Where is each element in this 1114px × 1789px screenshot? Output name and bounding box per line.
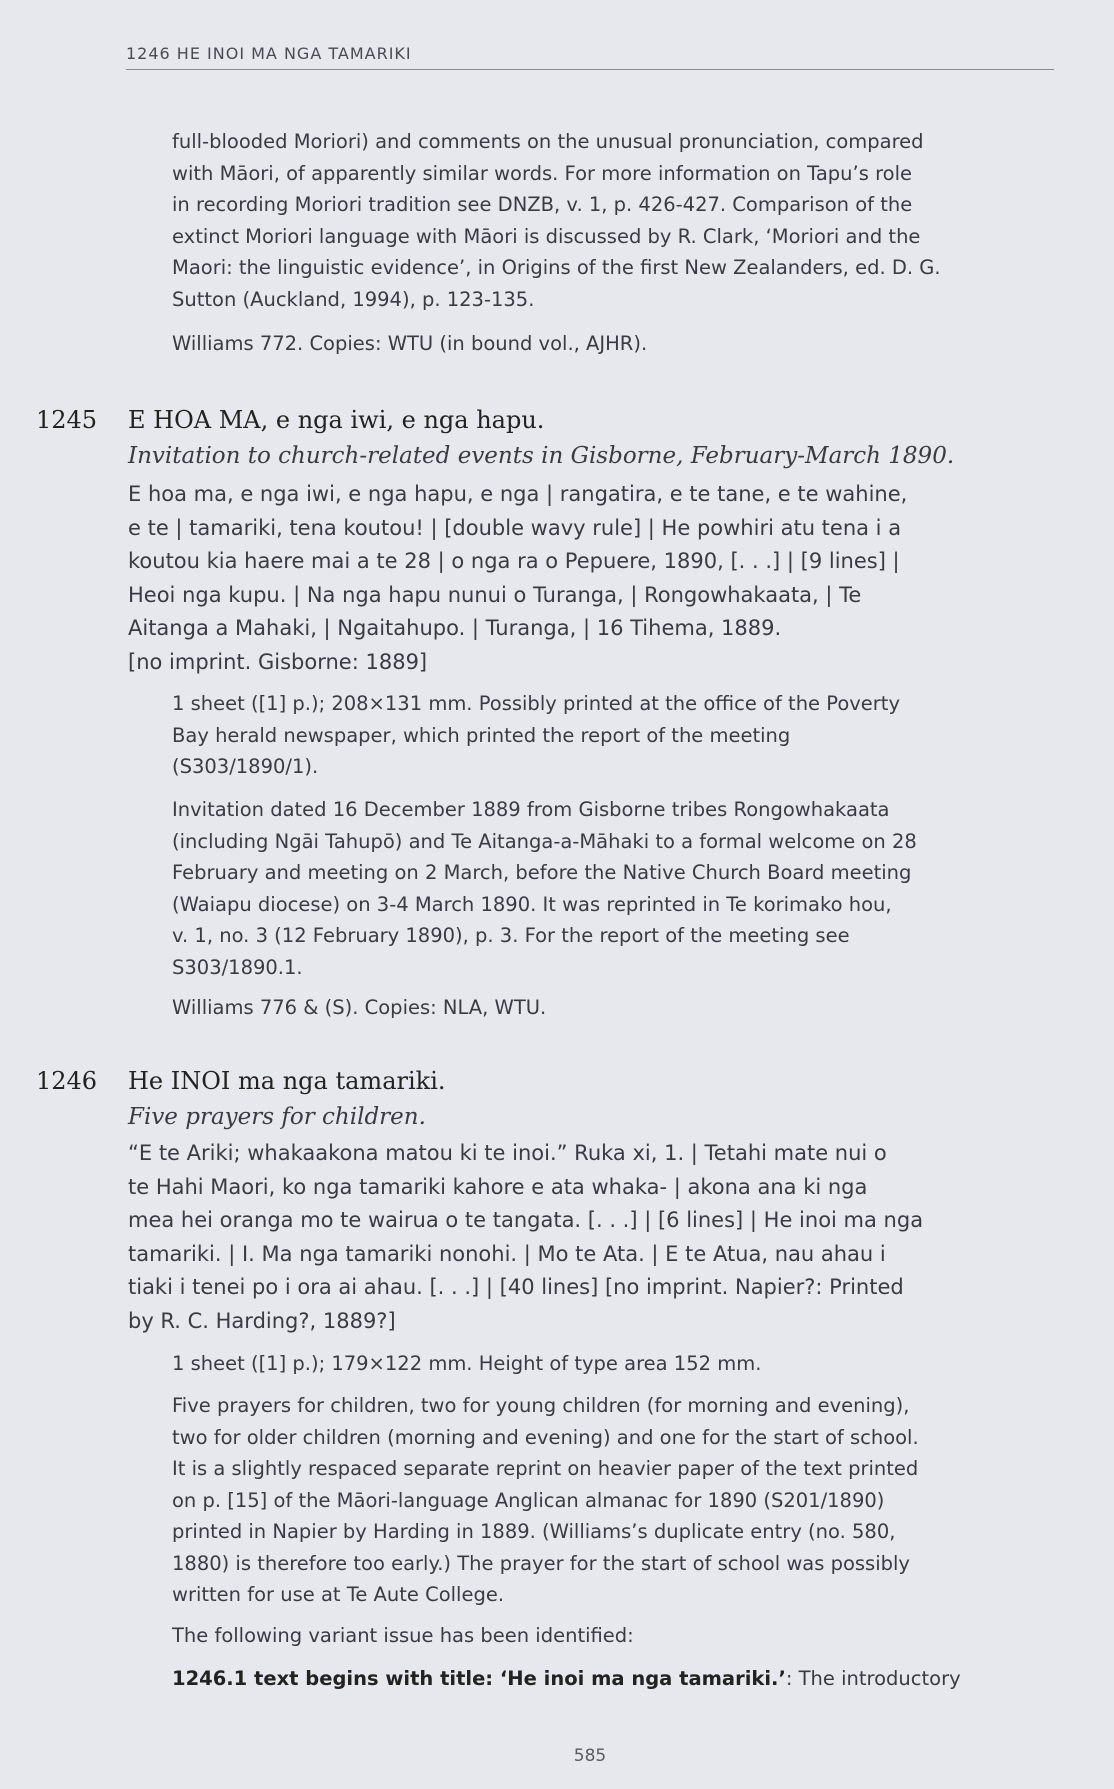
entry-subtitle: Invitation to church-related events in Gisborne, February-March 1890. (128, 443, 955, 469)
text-line: two for older children (morning and evening) and one for the start of school. (172, 1425, 919, 1449)
text-line: tamariki. | I. Ma nga tamariki nonohi. | Mo te Ata. | E te Atua, nau ahau i (128, 1241, 886, 1266)
text-line: 1 sheet ([1] p.); 208×131 mm. Possibly printed at the office of the Poverty (172, 692, 900, 715)
text-line: mea hei oranga mo te wairua o te tangata. [. . .] | [6 lines] | He inoi ma nga (128, 1208, 924, 1232)
entry-title: He INOI ma nga tamariki. (128, 1067, 446, 1095)
text-line: e te | tamariki, tena koutou! | [double wavy rule] | He powhiri atu tena i a (128, 515, 902, 540)
text-line: full-blooded Moriori) and comments on the unusual pronunciation, compared (172, 130, 924, 153)
variant-label: 1246.1 text begins with title: ‘He inoi ma nga tamariki.’ (172, 1667, 786, 1690)
entry-note (172, 794, 1054, 983)
text-line: extinct Moriori language with Māori is discussed by R. Clark, ‘Moriori and the (172, 224, 921, 248)
entry-note (172, 1390, 1054, 1611)
entry-transcription (128, 1137, 1028, 1338)
entry-transcription (128, 478, 1028, 679)
text-line: 1880) is therefore too early.) The prayer for the start of school was possibly (172, 1551, 910, 1575)
variant-intro: The following variant issue has been identified: (172, 1624, 634, 1647)
variant-issue (172, 1667, 1054, 1690)
page-number: 585 (573, 1746, 607, 1766)
entry-refs: Williams 776 & (S). Copies: NLA, WTU. (172, 996, 547, 1019)
text-line: February and meeting on 2 March, before the Native Church Board meeting (172, 861, 912, 884)
prev-entry-note (172, 126, 1054, 315)
text-line: by R. C. Harding?, 1889?] (128, 1308, 396, 1333)
text-line: (including Ngāi Tahupō) and Te Aitanga-a-Māhaki to a formal welcome on 28 (172, 829, 917, 853)
text-line: (S303/1890/1). (172, 755, 319, 778)
text-line: te Hahi Maori, ko nga tamariki kahore e ata whaka- | akona ana ki nga (128, 1174, 868, 1199)
text-line: in recording Moriori tradition see DNZB, v. 1, p. 426-427. Comparison of the (172, 193, 913, 216)
running-head: 1246 HE INOI MA NGA TAMARIKI (126, 44, 1054, 70)
text-line: It is a slightly respaced separate reprint on heavier paper of the text printed (172, 1457, 919, 1480)
text-line: with Māori, of apparently similar words. For more information on Tapu’s role (172, 161, 913, 185)
text-line: Heoi nga kupu. | Na nga hapu nunui o Turanga, | Rongowhakaata, | Te (128, 582, 862, 607)
entry-subtitle: Five prayers for children. (128, 1104, 426, 1130)
entry-number: 1246 (36, 1067, 98, 1095)
text-line: written for use at Te Aute College. (172, 1583, 505, 1606)
text-line: tiaki i tenei po i ora ai ahau. [. . .] | [40 lines] [no imprint. Napier?: Printed (128, 1275, 904, 1299)
prev-entry-refs: Williams 772. Copies: WTU (in bound vol., AJHR). (172, 332, 648, 355)
text-line: E hoa ma, e nga iwi, e nga hapu, e nga | rangatira, e te tane, e te wahine, (128, 482, 908, 506)
physical-description: 1 sheet ([1] p.); 179×122 mm. Height of type area 152 mm. (172, 1352, 762, 1375)
text-line: Invitation dated 16 December 1889 from Gisborne tribes Rongowhakaata (172, 798, 890, 821)
text-line: Five prayers for children, two for young children (for morning and evening), (172, 1394, 910, 1417)
text-line: printed in Napier by Harding in 1889. (Williams’s duplicate entry (no. 580, (172, 1520, 896, 1543)
text-line: Sutton (Auckland, 1994), p. 123-135. (172, 287, 535, 311)
variant-text: : The introductory (785, 1667, 961, 1690)
physical-description (172, 688, 1054, 783)
text-line: on p. [15] of the Māori-language Anglican almanac for 1890 (S201/1890) (172, 1488, 885, 1512)
text-line: Bay herald newspaper, which printed the report of the meeting (172, 723, 791, 747)
text-line: “E te Ariki; whakaakona matou ki te inoi.” Ruka xi, 1. | Tetahi mate nui o (128, 1141, 887, 1165)
text-line: [no imprint. Gisborne: 1889] (128, 649, 428, 674)
text-line: koutou kia haere mai a te 28 | o nga ra o Pepuere, 1890, [. . .] | [9 lines] | (128, 549, 900, 573)
text-line: Maori: the linguistic evidence’, in Origins of the first New Zealanders, ed. D. G. (172, 256, 941, 279)
text-line: Aitanga a Mahaki, | Ngaitahupo. | Turanga, | 16 Tihema, 1889. (128, 616, 782, 640)
text-line: v. 1, no. 3 (12 February 1890), p. 3. For the report of the meeting see (172, 924, 850, 947)
text-line: S303/1890.1. (172, 955, 303, 979)
text-line: (Waiapu diocese) on 3-4 March 1890. It was reprinted in Te korimako hou, (172, 892, 892, 916)
entry-number: 1245 (36, 406, 98, 434)
entry-title: E HOA MA, e nga iwi, e nga hapu. (128, 406, 545, 434)
